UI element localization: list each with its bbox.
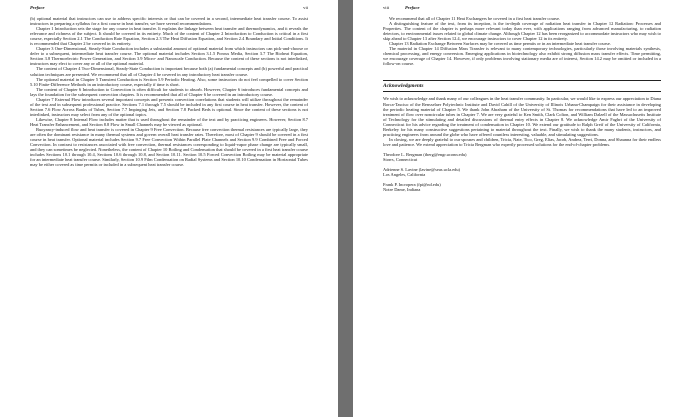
paragraph: Buoyancy-induced flow and heat transfer is covered in Chapter 9 Free Convection. Because free convection thermal resistances are typically large, they are often the dominant resistance in many thermal systems and govern overall heat transfer rates. Therefore, most of Chapter 9 should be covered in a first course in heat transfer. Optional material includes Section 9.7 Free Convection Within Parallel Plate Channels and Section 9.9 Combined Free and Forced Convection. In contrast to resistances associated with free convection, thermal resistances corresponding to liquid-vapor phase change are typically small, and they can sometimes be neglected. Nonetheless, the content of Chapter 10 Boiling and Condensation that should be covered in a first heat transfer course includes Sections 10.1 through 10.4, Sections 10.6 through 10.8, and Section 10.11. Section 10.5 Forced Convection Boiling may be material appropriate for an intermediate heat transfer course. Similarly, Section 10.9 Film Condensation on Radial Systems and Section 10.10 Condensation in Horizontal Tubes may be either covered as time permits or included in a subsequent heat transfer course. <box>30 127 308 168</box>
running-head <box>383 5 661 14</box>
author-location: Notre Dame, Indiana <box>383 187 421 193</box>
paragraph: We wish to acknowledge and thank many of our colleagues in the heat transfer community. In particular, we would like to express our appreciation to Diana Borca-Tasciuc of the Rensselaer Polytechnic Institute and David Cahill of the University of Illinois Urbana-Champaign for their assistance in developing the periodic heating material of Chapter 5. We thank John Abraham of the University of St. Thomas for recommendations that have led to an improved treatment of flow over noncircular tubes in Chapter 7. We are very grateful to Ken Smith, Clark Colton, and William Dalzell of the Massachusetts Institute of Technology for the stimulating and detailed discussions of thermal entry effects in Chapter 8. We acknowledge Amir Faghri of the University of Connecticut for his advice regarding the treatment of condensation in Chapter 10. We extend our gratitude to Ralph Greif of the University of California, Berkeley for his many constructive suggestions pertaining to material throughout the text. Finally, we wish to thank the many students, instructors, and practicing engineers from around the globe who have offered countless interesting, valuable, and stimulating suggestions. <box>383 96 661 137</box>
author-name: Theodore L. Bergman (tberg@engr.uconn.edu) <box>383 151 467 157</box>
page-number: vii <box>303 5 308 10</box>
paragraph: We recommend that all of Chapter 11 Heat Exchangers be covered in a first heat transfer course. <box>389 16 561 21</box>
author-location: Los Angeles, California <box>383 172 426 178</box>
paragraph: The content of Chapter 4 Two-Dimensional, Steady-State Conduction is important because both (a) fundamental concepts and (b) powerful and practical solution techniques are presented. We recommend that all of Chapter 4 be covered in any introductory heat transfer course. <box>30 66 308 77</box>
author-name: Adrienne S. Lavine (lavine@seas.ucla.edu) <box>383 167 461 173</box>
running-title: Preface <box>405 5 420 10</box>
author-location: Storrs, Connecticut <box>383 156 418 162</box>
paragraph: Chapter 3 One-Dimensional, Steady-State Conduction includes a substantial amount of optional material from which instructors can pick-and-choose or defer to a subsequent, intermediate heat transfer course. The optional material includes Section 3.1.5 Porous Media, Section 3.7 The Bioheat Equation, Section 3.8 Thermoelectric Power Generation, and Section 3.9 Micro- and Nanoscale Conduction. Because the content of these sections is not interlinked, instructors may elect to cover any or all of the optional material. <box>30 46 308 67</box>
running-title: Preface <box>30 5 45 10</box>
right-page <box>353 0 691 417</box>
paragraph: Chapter 13 Radiation Exchange Between Surfaces may be covered as time permits or in an intermediate heat transfer course. <box>389 41 611 47</box>
acknowledgments-text <box>383 96 661 146</box>
body-text <box>383 16 661 66</box>
acknowledgments-heading: Acknowledgments <box>383 80 661 92</box>
running-head <box>30 5 308 14</box>
author-name: Frank P. Incropera (fpi@nd.edu) <box>383 182 441 188</box>
paragraph: Likewise, Chapter 8 Internal Flow includes matter that is used throughout the remainder of the text and by practicing engineers. However, Section 8.7 Heat Transfer Enhancement, and Section 8.8 Flow in Small Channels may be viewed as optional. <box>30 116 308 127</box>
left-page <box>0 0 338 417</box>
paragraph: The content of Chapter 6 Introduction to Convection is often difficult for students to absorb. However, Chapter 6 introduces fundamental concepts and lays the foundation for the subsequent convection chapters. It is recommended that all of Chapter 6 be covered in an introductory course. <box>30 86 308 97</box>
body-text <box>30 16 308 167</box>
paragraph: The material in Chapter 14 Diffusion Mass Transfer is relevant to many contemporary technologies, particularly those involving materials synthesis, chemical processing, and energy conversion. Emerging applications in biotechnology also exhibit strong diffusion mass transfer effects. Time permitting, we encourage coverage of Chapter 14. However, if only problems involving stationary media are of interest, Section 14.2 may be omitted or included in a follow-on course. <box>383 46 661 67</box>
paragraph: In closing, we are deeply grateful to our spouses and children, Tricia, Nate, Tico, Greg, Elias, Jacob, Andrea, Terri, Donna, and Shaunna for their endless love and patience. We extend appreciation to Tricia Bergman who expertly processed solutions for the end-of-chapter problems. <box>383 136 661 147</box>
page-number: viii <box>383 5 390 10</box>
paragraph: The optional material in Chapter 5 Transient Conduction is Section 5.9 Periodic Heating. Also, some instructors do not feel compelled to cover Section 5.10 Finite-Difference Methods in an introductory course, especially if time is short. <box>30 76 308 87</box>
paragraph: A distinguishing feature of the text, from its inception, is the in-depth coverage of radiation heat transfer in Chapter 12 Radiation: Processes and Properties. The content of the chapter is perhaps more relevant today than ever, with applications ranging from advanced manufacturing, to radiation detectors, to environmental issues related to global climate change. Although Chapter 12 has been reorganized to accommodate instructors who may wish to skip ahead to Chapter 13 after Section 12.4, we encourage instructors to cover Chapter 12 in its entirety. <box>383 21 661 42</box>
paragraph: (b) optional material that instructors can use to address specific interests or that can be covered in a second, intermediate heat transfer course. To assist instructors in preparing a syllabus for a first course in heat transfer, we have several recommendations. <box>30 16 308 27</box>
paragraph: Chapter 7 External Flow introduces several important concepts and presents convection correlations that students will utilize throughout the remainder of the text and in subsequent professional practice. Sections 7.1 through 7.5 should be included in any first course in heat transfer. However, the content of Section 7.6 Flow Across Banks of Tubes, Section 7.7 Impinging Jets, and Section 7.8 Packed Beds is optional. Since the content of these sections is not interlinked, instructors may select from any of the optional topics. <box>30 96 308 117</box>
signature-block <box>383 152 661 192</box>
paragraph: Chapter 1 Introduction sets the stage for any course in heat transfer. It explains the linkage between heat transfer and thermodynamics, and it reveals the relevance and richness of the subject. It should be covered in its entirety. Much of the content of Chapter 2 Introduction to Conduction is critical in a first course, especially Section 2.1 The Conduction Rate Equation, Section 2.3 The Heat Diffusion Equation, and Section 2.4 Boundary and Initial Conditions. It is recommended that Chapter 2 be covered in its entirety. <box>30 26 308 47</box>
